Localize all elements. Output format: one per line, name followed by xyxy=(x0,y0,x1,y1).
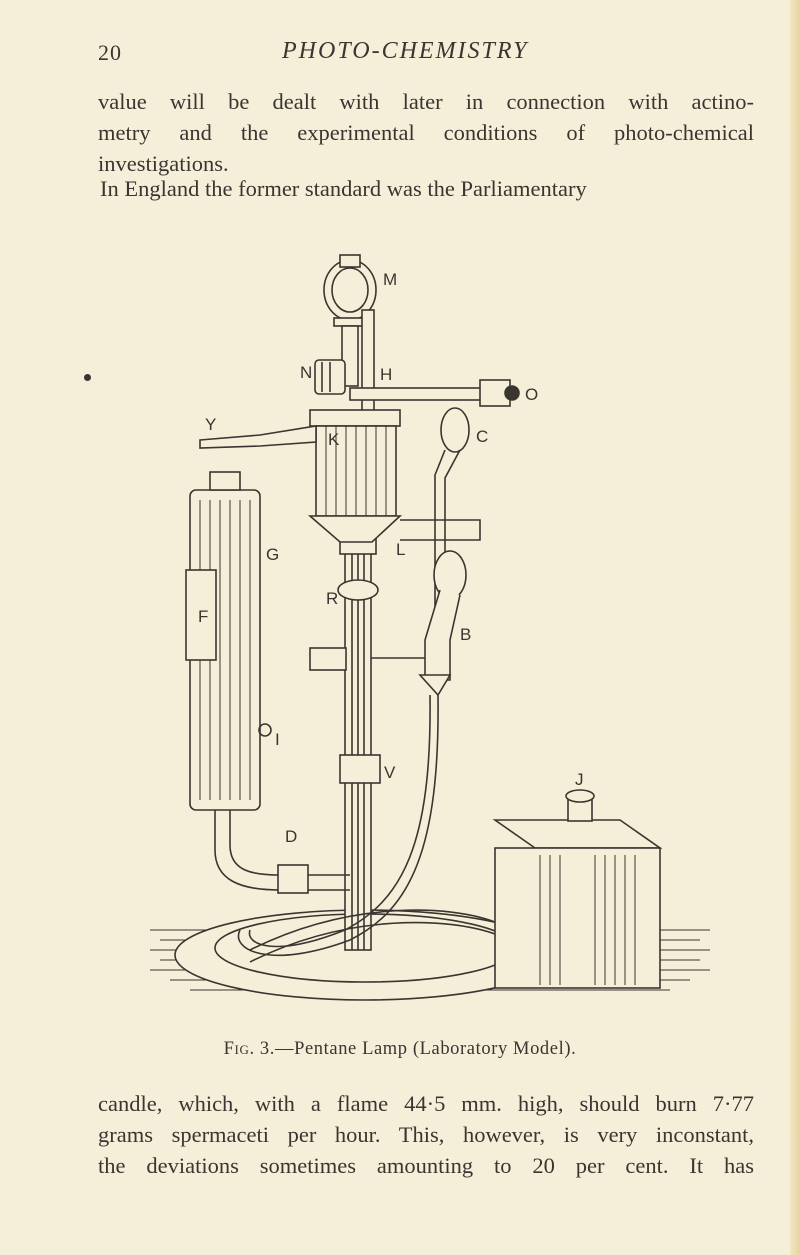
text-line: In England the former standard was the Parliamentary xyxy=(100,176,587,201)
text-line: value will be dealt with later in connection with actino- xyxy=(98,89,754,114)
figure-caption xyxy=(0,1039,800,1060)
text-line: candle, which, with a flame 44·5 mm. high, should burn 7·77 xyxy=(98,1091,754,1116)
pentane-lamp-figure xyxy=(150,250,710,1030)
page-edge xyxy=(790,0,800,1255)
paragraph-1 xyxy=(98,86,754,179)
text-line: investigations. xyxy=(98,151,229,176)
paragraph-2 xyxy=(98,173,754,204)
label-f: F xyxy=(198,607,209,626)
page-number: 20 xyxy=(98,40,122,65)
paragraph-3 xyxy=(98,1088,754,1181)
text-line: grams spermaceti per hour. This, however, is very inconstant, xyxy=(98,1122,754,1147)
label-n: N xyxy=(300,363,313,382)
label-j: J xyxy=(575,770,584,789)
figure-caption-text: —Pentane Lamp (Laboratory Model). xyxy=(275,1039,577,1059)
label-k: K xyxy=(328,430,340,449)
label-r: R xyxy=(326,589,339,608)
label-i: I xyxy=(275,730,280,749)
text-line: the deviations sometimes amounting to 20 per cent. It has xyxy=(98,1153,754,1178)
running-title: PHOTO-CHEMISTRY xyxy=(282,38,529,64)
figure-caption-label: Fig. 3. xyxy=(223,1039,275,1059)
label-g: G xyxy=(266,545,280,564)
label-y: Y xyxy=(205,415,217,434)
label-b: B xyxy=(460,625,472,644)
label-o: O xyxy=(525,385,539,404)
label-h: H xyxy=(380,365,393,384)
label-d: D xyxy=(285,827,298,846)
label-v: V xyxy=(384,763,396,782)
label-m: M xyxy=(383,270,398,289)
label-l: L xyxy=(396,540,406,559)
label-c: C xyxy=(476,427,489,446)
pentane-lamp-illustration xyxy=(150,250,710,1030)
text-line: metry and the experimental conditions of photo-chemical xyxy=(98,120,754,145)
margin-dot xyxy=(84,374,91,381)
